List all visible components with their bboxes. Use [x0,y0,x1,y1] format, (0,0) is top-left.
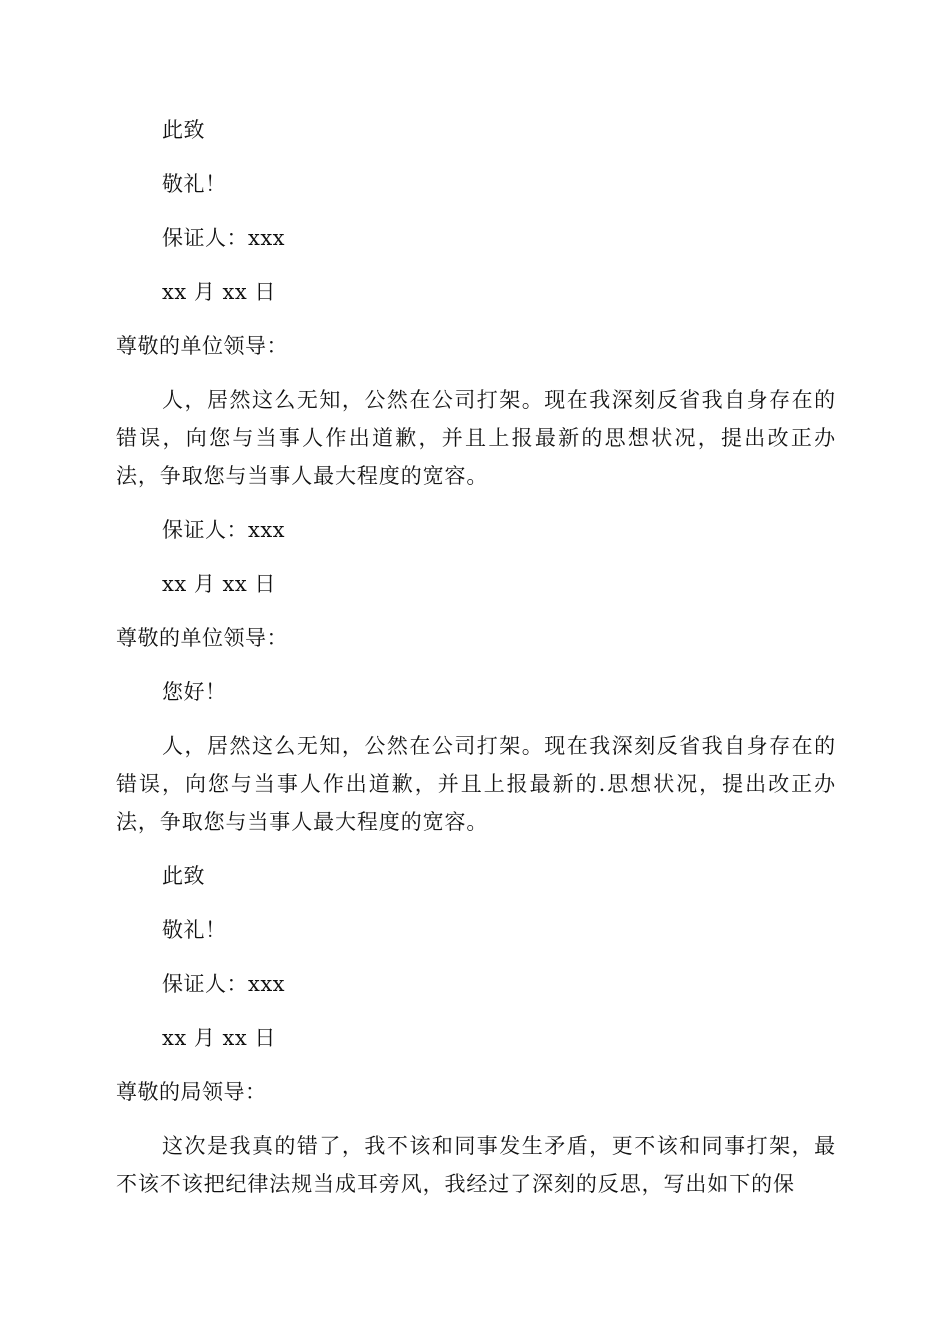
closing-phrase: 此致 [162,118,205,142]
body-paragraph: 人，居然这么无知，公然在公司打架。现在我深刻反省我自身存在的错误，向您与当事人作出道歉，并且上报最新的思想状况，提出改正办法，争取您与当事人最大程度的宽容。 [116,388,836,488]
guarantor-line: 保证人：xxx [162,226,286,250]
greeting-heading: 尊敬的单位领导： [116,334,288,358]
date-line: xx 月 xx 日 [162,280,276,304]
salutation-closing: 敬礼！ [162,172,227,196]
greeting-hello: 您好！ [162,680,227,704]
body-paragraph: 这次是我真的错了，我不该和同事发生矛盾，更不该和同事打架，最不该不该把纪律法规当成耳旁风，我经过了深刻的反思，写出如下的保 [116,1134,836,1196]
salutation-closing: 敬礼！ [162,918,227,942]
greeting-heading: 尊敬的单位领导： [116,626,288,650]
guarantor-line: 保证人：xxx [162,518,286,542]
guarantor-line: 保证人：xxx [162,972,286,996]
body-paragraph: 人，居然这么无知，公然在公司打架。现在我深刻反省我自身存在的错误，向您与当事人作出道歉，并且上报最新的.思想状况，提出改正办法，争取您与当事人最大程度的宽容。 [116,734,836,834]
date-line: xx 月 xx 日 [162,572,276,596]
greeting-heading: 尊敬的局领导： [116,1080,267,1104]
date-line: xx 月 xx 日 [162,1026,276,1050]
closing-phrase: 此致 [162,864,205,888]
